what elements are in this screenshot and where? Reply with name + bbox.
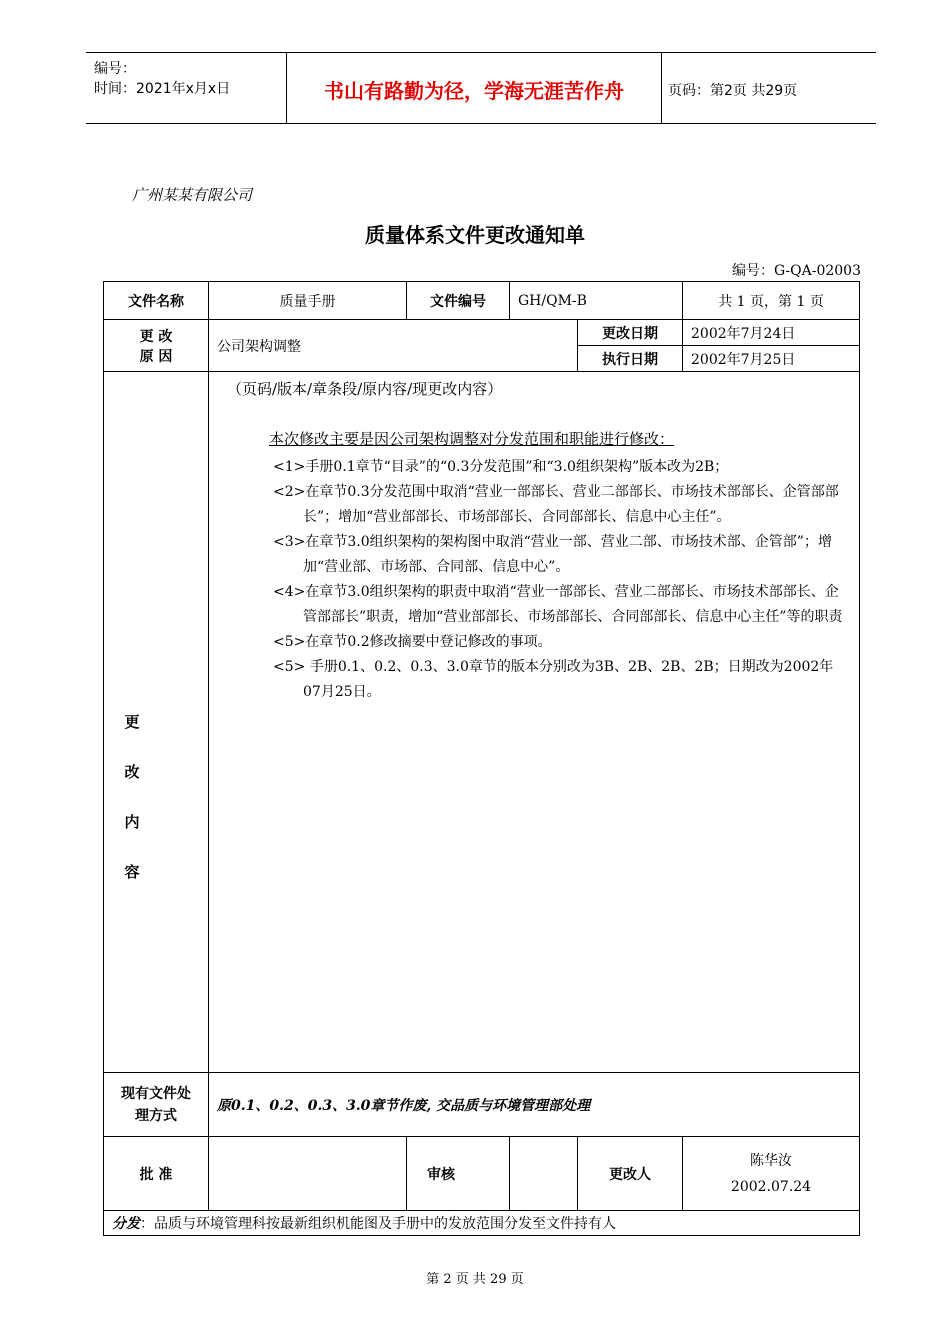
header-page-label: 页码：第2页 共29页 <box>668 83 798 99</box>
document-number: 编号：G-QA-02003 <box>731 263 861 279</box>
header-page-cell <box>660 53 876 123</box>
header-number-label: 编号： <box>94 61 136 77</box>
existing-file-label-line-1: 现有文件处 <box>121 1085 191 1102</box>
changer-cell <box>683 1137 860 1211</box>
content-subtitle: （页码/版本/章条段/原内容/现更改内容） <box>227 380 503 398</box>
file-code-value: GH/QM-B <box>510 282 683 320</box>
content-label <box>104 372 209 1073</box>
table-row <box>104 1211 860 1236</box>
list-item: <5> 手册0.1、0.2、0.3、3.0章节的版本分别改为3B、2B、2B、2B；日期改为2002年07月25日。 <box>273 659 834 700</box>
table-row <box>104 1137 860 1211</box>
approve-label: 批 准 <box>104 1137 209 1211</box>
table-row <box>104 320 860 346</box>
exec-date-label: 执行日期 <box>578 346 683 372</box>
reason-label-line-1: 更 改 <box>139 328 173 345</box>
content-label-char: 内 <box>124 813 140 831</box>
header-slogan-cell <box>286 53 662 123</box>
form-title: 质量体系文件更改通知单 <box>365 223 585 247</box>
file-name-value: 质量手册 <box>209 282 407 320</box>
page-footer: 第 2 页 共 29 页 <box>426 1272 524 1287</box>
list-item: <4>在章节3.0组织架构的职责中取消“营业一部部长、营业二部部长、市场技术部部长、企管部部长”职责，增加“营业部部长、市场部部长、合同部部长、信息中心主任”等的职责 <box>273 584 843 625</box>
review-label: 审核 <box>407 1137 510 1211</box>
content-label-char: 改 <box>124 763 140 781</box>
distribution-note <box>104 1211 860 1236</box>
changer-date: 2002.07.24 <box>730 1178 812 1195</box>
header-meta <box>86 53 286 123</box>
file-code-label: 文件编号 <box>407 282 510 320</box>
list-item: <2>在章节0.3分发范围中取消“营业一部部长、营业二部部长、市场技术部部长、企管部部长”；增加“营业部部长、市场部部长、合同部部长、信息中心主任”。 <box>273 484 839 525</box>
existing-file-value: 原0.1、0.2、0.3、3.0章节作废, 交品质与环境管理部处理 <box>209 1073 860 1137</box>
changer-name: 陈华汝 <box>750 1152 793 1169</box>
change-date-value: 2002年7月24日 <box>683 320 860 346</box>
page-header <box>86 52 876 124</box>
reason-label-line-2: 原 因 <box>139 348 173 365</box>
company-name: 广州某某有限公司 <box>132 186 253 204</box>
content-label-char: 更 <box>124 713 140 731</box>
content-intro: 本次修改主要是因公司架构调整对分发范围和职能进行修改： <box>269 430 675 448</box>
existing-file-label <box>104 1073 209 1137</box>
change-item-list <box>273 455 849 705</box>
table-row <box>104 1073 860 1137</box>
table-row <box>104 282 860 320</box>
header-slogan: 书山有路勤为径，学海无涯苦作舟 <box>324 79 624 103</box>
reason-label <box>104 320 209 372</box>
distribution-label: 分发 <box>112 1216 140 1232</box>
change-date-label: 更改日期 <box>578 320 683 346</box>
review-signature <box>510 1137 578 1211</box>
list-item: <1>手册0.1章节“目录”的“0.3分发范围”和“3.0组织架构”版本改为2B； <box>273 459 729 475</box>
reason-value: 公司架构调整 <box>209 320 578 372</box>
changer-label: 更改人 <box>578 1137 683 1211</box>
change-notice-table <box>103 281 860 1236</box>
content-label-char: 容 <box>124 863 140 881</box>
distribution-value: ：品质与环境管理科按最新组织机能图及手册中的发放范围分发至文件持有人 <box>140 1216 616 1232</box>
content-body <box>209 372 860 1073</box>
list-item: <5>在章节0.2修改摘要中登记修改的事项。 <box>273 634 552 650</box>
exec-date-value: 2002年7月25日 <box>683 346 860 372</box>
header-time-label: 时间：2021年x月x日 <box>94 81 231 97</box>
file-name-label: 文件名称 <box>104 282 209 320</box>
list-item: <3>在章节3.0组织架构的架构图中取消“营业一部、营业二部、市场技术部、企管部”；增加“营业部、市场部、合同部、信息中心”。 <box>273 534 832 575</box>
existing-file-label-line-2: 理方式 <box>135 1107 177 1124</box>
table-row <box>104 372 860 1073</box>
approve-signature <box>209 1137 407 1211</box>
pages-value: 共 1 页，第 1 页 <box>683 282 860 320</box>
